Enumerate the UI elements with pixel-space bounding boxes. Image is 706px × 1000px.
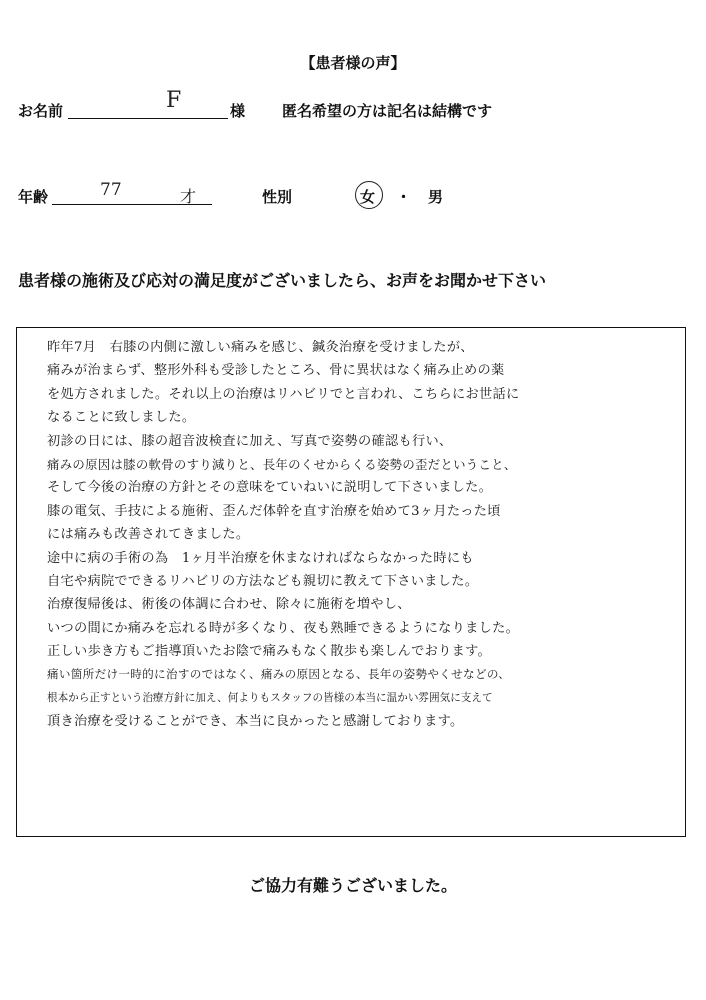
testimonial-line: 途中に病の手術の為 1ヶ月半治療を休まなければならなかった時にも (47, 550, 474, 566)
testimonial-line: 痛みの原因は膝の軟骨のすり減りと、長年のくせからくる姿勢の歪だということ、 (47, 456, 517, 472)
testimonial-line: 昨年7月 右膝の内側に激しい痛みを感じ、鍼灸治療を受けましたが、 (47, 340, 474, 355)
gender-label: 性別 (262, 188, 293, 206)
testimonial-line: には痛みも改善されてきました。 (47, 527, 250, 543)
gender-separator: ・ (396, 188, 412, 206)
anonymous-note: 匿名希望の方は記名は結構です (282, 102, 493, 120)
testimonial-line: 治療復帰後は、術後の体調に合わせ、除々に施術を増やし、 (47, 597, 411, 613)
name-label: お名前 (18, 102, 64, 120)
testimonial-line: 痛みが治まらず、整形外科も受診したところ、骨に異状はなく痛み止めの薬 (47, 363, 505, 379)
gender-male-option[interactable]: 男 (428, 188, 444, 206)
satisfaction-question: 患者様の施術及び応対の満足度がございましたら、お声をお聞かせ下さい (18, 271, 547, 290)
name-suffix: 様 (230, 102, 246, 120)
testimonial-line: 自宅や病院でできるリハビリの方法なども親切に教えて下さいました。 (47, 573, 479, 589)
testimonial-line: 痛い箇所だけ一時的に治すのではなく、痛みの原因となる、長年の姿勢やくせなどの、 (47, 667, 511, 682)
testimonial-line: そして今後の治療の方針とその意味をていねいに説明して下さいました。 (47, 480, 493, 496)
name-underline (68, 117, 228, 119)
testimonial-line: いつの間にか痛みを忘れる時が多くなり、夜も熟睡できるようになりました。 (47, 620, 520, 636)
testimonial-line: なることに致しました。 (47, 410, 196, 426)
thank-you-message: ご協力有難うございました。 (248, 876, 457, 895)
testimonial-line: 頂き治療を受けることができ、本当に良かったと感謝しております。 (47, 714, 464, 730)
testimonial-line: 初診の日には、膝の超音波検査に加え、写真で姿勢の確認も行い、 (47, 433, 453, 449)
gender-female-option[interactable]: 女 (360, 188, 376, 206)
age-value[interactable]: 77 (100, 180, 122, 200)
testimonial-line: 膝の電気、手技による施術、歪んだ体幹を直す治療を始めて3ヶ月たった頃 (47, 503, 501, 519)
testimonial-line: を処方されました。それ以上の治療はリハビリでと言われ、こちらにお世話に (47, 386, 520, 402)
testimonial-line: 正しい歩き方もご指導頂いたお陰で痛みもなく散歩も楽しんでおります。 (47, 644, 492, 660)
name-value[interactable]: F (166, 88, 182, 113)
age-label: 年齢 (18, 188, 49, 206)
age-suffix: 才 (180, 187, 197, 206)
form-title: 【患者様の声】 (300, 54, 406, 72)
testimonial-text (47, 336, 683, 734)
testimonial-box (16, 327, 686, 837)
testimonial-line: 根本から正すという治療方針に加え、何よりもスタッフの皆様の本当に温かい雰囲気に支えて (47, 691, 493, 704)
